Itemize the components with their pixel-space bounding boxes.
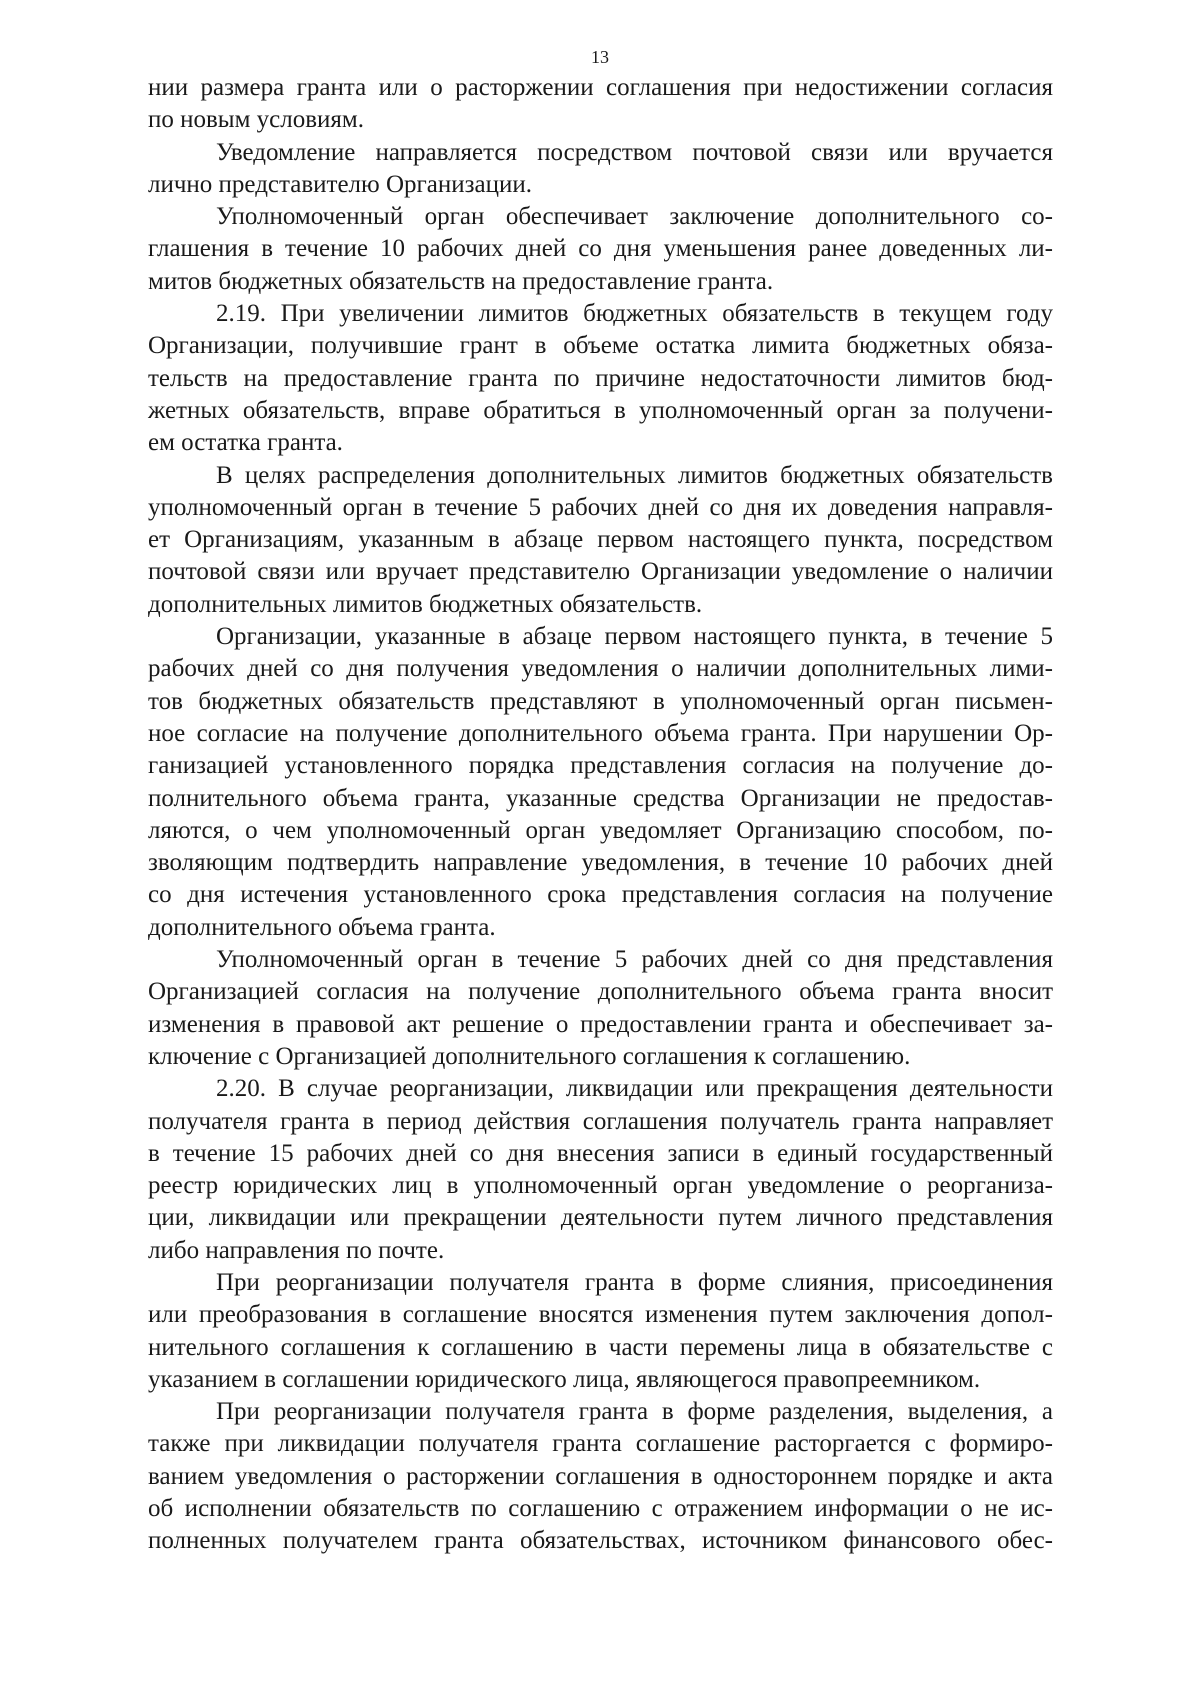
text-line: Уполномоченный орган в течение 5 рабочих дней со дня представления [216, 946, 1053, 974]
text-line: рабочих дней со дня получения уведомления о наличии дополнительных лими- [148, 655, 1053, 683]
text-line: реестр юридических лиц в уполномоченный орган уведомление о реорганиза- [148, 1172, 1053, 1200]
text-line: нии размера гранта или о расторжении соглашения при недостижении согласия [148, 74, 1053, 101]
text-line: изменения в правовой акт решение о предоставлении гранта и обеспечивает за- [148, 1010, 1053, 1038]
text-line: также при ликвидации получателя гранта соглашение расторгается с формиро- [148, 1430, 1053, 1458]
text-line: со дня истечения установленного срока представления согласия на получение [148, 881, 1053, 909]
text-line: ем остатка гранта. [148, 429, 343, 457]
text-line: либо направления по почте. [148, 1236, 445, 1264]
text-line: или преобразования в соглашение вносятся изменения путем заключения допол- [148, 1301, 1053, 1329]
text-line: митов бюджетных обязательств на предоставление гранта. [148, 267, 774, 295]
text-line: Организации, указанные в абзаце первом настоящего пункта, в течение 5 [216, 623, 1053, 651]
text-line: ванием уведомления о расторжении соглашения в одностороннем порядке и акта [148, 1462, 1053, 1490]
text-line: ет Организациям, указанным в абзаце первом настоящего пункта, посредством [148, 526, 1053, 554]
text-line: в течение 15 рабочих дней со дня внесения записи в единый государственный [148, 1139, 1053, 1167]
text-line: 2.19. При увеличении лимитов бюджетных обязательств в текущем году [216, 300, 1053, 328]
text-line: тельств на предоставление гранта по причине недостаточности лимитов бюд- [148, 364, 1053, 392]
text-line: получателя гранта в период действия соглашения получатель гранта направляет [148, 1107, 1053, 1135]
text-line: ганизацией установленного порядка представления согласия на получение до- [148, 752, 1053, 780]
document-body [148, 72, 1053, 1558]
text-line: зволяющим подтвердить направление уведомления, в течение 10 рабочих дней [148, 849, 1053, 877]
paragraph [148, 137, 1053, 202]
text-line: лично представителю Организации. [148, 170, 532, 198]
paragraph [148, 460, 1053, 621]
text-line: ное согласие на получение дополнительного объема гранта. При нарушении Ор- [148, 719, 1053, 747]
text-line: указанием в соглашении юридического лица, являющегося правопреемником. [148, 1365, 981, 1393]
text-line: Уполномоченный орган обеспечивает заключение дополнительного со- [216, 203, 1053, 231]
text-line: Уведомление направляется посредством почтовой связи или вручается [216, 138, 1053, 166]
text-line: При реорганизации получателя гранта в форме разделения, выделения, а [216, 1398, 1053, 1426]
text-line: полнительного объема гранта, указанные средства Организации не предостав- [148, 784, 1053, 812]
paragraph [148, 1267, 1053, 1396]
paragraph [148, 72, 1053, 137]
paragraph [148, 621, 1053, 944]
text-line: глашения в течение 10 рабочих дней со дня уменьшения ранее доведенных ли- [148, 235, 1053, 263]
text-line: 2.20. В случае реорганизации, ликвидации или прекращения деятельности [216, 1075, 1053, 1103]
text-line: полненных получателем гранта обязательствах, источником финансового обес- [148, 1527, 1053, 1555]
text-line: тов бюджетных обязательств представляют в уполномоченный орган письмен- [148, 687, 1053, 715]
text-line: жетных обязательств, вправе обратиться в уполномоченный орган за получени- [148, 396, 1053, 424]
text-line: по новым условиям. [148, 106, 365, 134]
text-line: Организации, получившие грант в объеме остатка лимита бюджетных обяза- [148, 332, 1053, 360]
text-line: При реорганизации получателя гранта в форме слияния, присоединения [216, 1268, 1053, 1296]
text-line: дополнительных лимитов бюджетных обязательств. [148, 590, 703, 618]
paragraph [148, 944, 1053, 1073]
text-line: ляются, о чем уполномоченный орган уведомляет Организацию способом, по- [148, 816, 1053, 844]
text-line: нительного соглашения к соглашению в части перемены лица в обязательстве с [148, 1333, 1053, 1361]
text-line: ключение с Организацией дополнительного соглашения к соглашению. [148, 1042, 911, 1070]
paragraph [148, 1396, 1053, 1557]
paragraph [148, 298, 1053, 459]
text-line: почтовой связи или вручает представителю Организации уведомление о наличии [148, 558, 1053, 586]
text-line: уполномоченный орган в течение 5 рабочих дней со дня их доведения направля- [148, 493, 1053, 521]
paragraph [148, 201, 1053, 298]
text-line: дополнительного объема гранта. [148, 913, 496, 941]
text-line: ции, ликвидации или прекращении деятельности путем личного представления [148, 1204, 1053, 1232]
text-line: Организацией согласия на получение дополнительного объема гранта вносит [148, 978, 1053, 1006]
text-line: В целях распределения дополнительных лимитов бюджетных обязательств [216, 461, 1053, 489]
paragraph [148, 1073, 1053, 1267]
page-number: 13 [591, 47, 609, 67]
text-line: об исполнении обязательств по соглашению с отражением информации о не ис- [148, 1495, 1053, 1523]
